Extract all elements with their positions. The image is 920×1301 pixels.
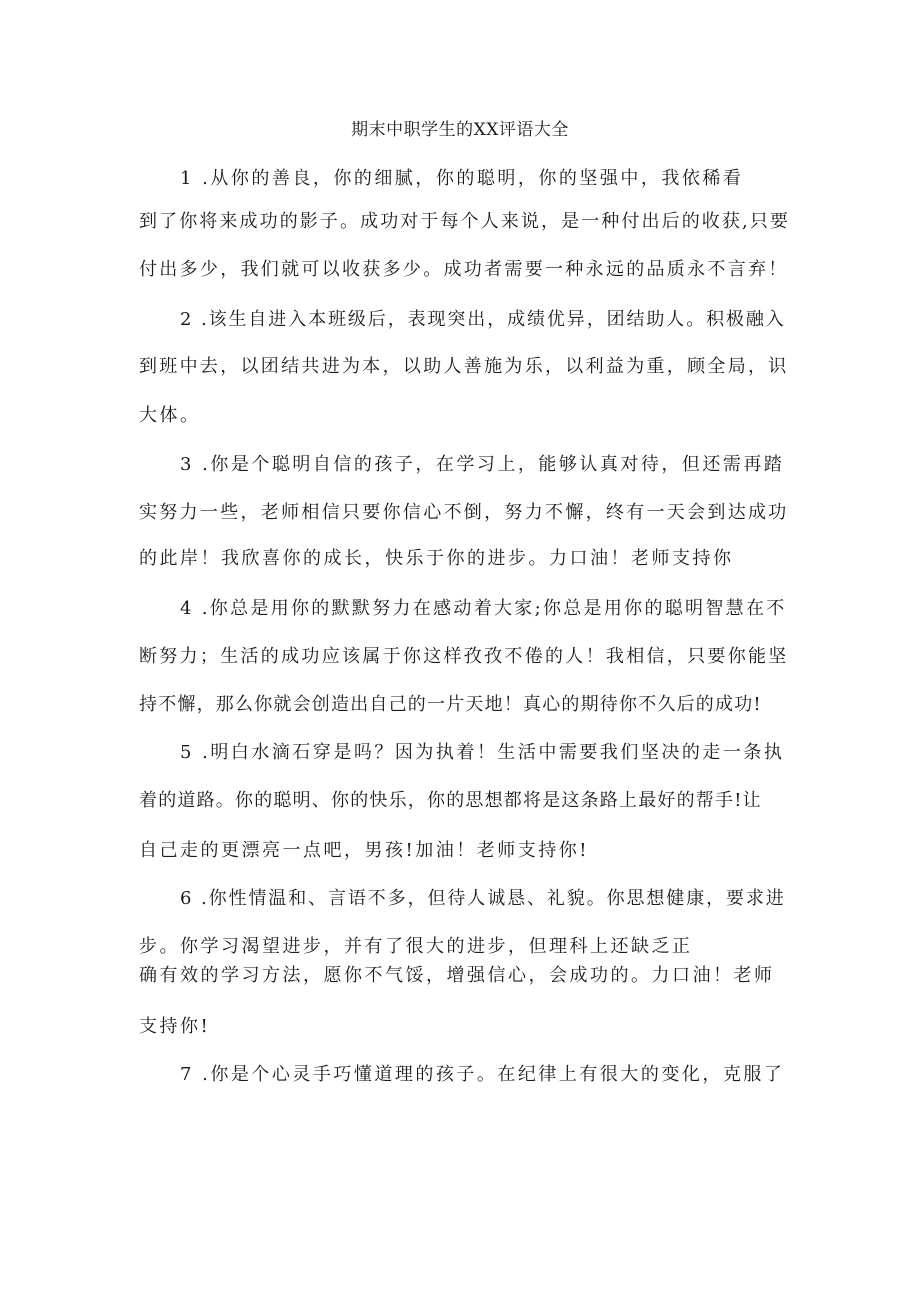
- paragraph-4-line-2: 断努力；生活的成功应该属于你这样孜孜不倦的人！我相信，只要你能坚: [139, 646, 789, 667]
- paragraph-3-line-2: 实努力一些，老师相信只要你信心不倒，努力不懈，终有一天会到达成功: [139, 502, 789, 523]
- paragraph-1-line-1: 1 .从你的善良，你的细腻，你的聪明，你的坚强中，我依稀看: [180, 168, 744, 189]
- paragraph-4-line-1: 4 .你总是用你的默默努力在感动着大家;你总是用你的聪明智慧在不: [180, 598, 787, 619]
- paragraph-2-line-1: 2 .该生自进入本班级后，表现突出，成绩优异，团结助人。积极融入: [180, 309, 786, 330]
- paragraph-4-line-3: 持不懈，那么你就会创造出自己的一片天地！真心的期待你不久后的成功!: [139, 694, 762, 715]
- paragraph-5-line-1: 5 .明白水滴石穿是吗？因为执着！生活中需要我们坚决的走一条执: [180, 742, 785, 763]
- paragraph-6-line-1: 6 .你性情温和、言语不多，但待人诚恳、礼貌。你思想健康，要求进: [180, 888, 786, 909]
- paragraph-2-line-3: 大体。: [139, 405, 201, 426]
- paragraph-6-line-2: 步。你学习渴望进步，并有了很大的进步，但理科上还缺乏正: [139, 936, 693, 957]
- paragraph-5-line-2: 着的道路。你的聪明、你的快乐，你的思想都将是这条路上最好的帮手!让: [139, 790, 762, 811]
- paragraph-1-line-3: 付出多少，我们就可以收获多少。成功者需要一种永远的品质永不言弃！: [139, 259, 789, 280]
- document-title: 期末中职学生的XX评语大全: [351, 120, 569, 140]
- paragraph-3-line-3: 的此岸！我欣喜你的成长，快乐于你的进步。力口油！老师支持你: [139, 548, 734, 569]
- paragraph-7-line-1: 7 .你是个心灵手巧懂道理的孩子。在纪律上有很大的变化，克服了: [180, 1064, 785, 1085]
- paragraph-6-line-3: 确有效的学习方法，愿你不气馁，增强信心，会成功的。力口油！老师: [139, 965, 775, 986]
- paragraph-1-line-2: 到了你将来成功的影子。成功对于每个人来说，是一种付出后的收获,只要: [139, 211, 791, 232]
- paragraph-6-line-4: 支持你!: [139, 1016, 211, 1037]
- paragraph-3-line-1: 3 .你是个聪明自信的孩子，在学习上，能够认真对待，但还需再踏: [180, 454, 785, 475]
- paragraph-2-line-2: 到班中去，以团结共进为本，以助人善施为乐，以利益为重，顾全局，识: [139, 356, 789, 377]
- paragraph-5-line-3: 自己走的更漂亮一点吧，男孩!加油！老师支持你!: [139, 840, 589, 861]
